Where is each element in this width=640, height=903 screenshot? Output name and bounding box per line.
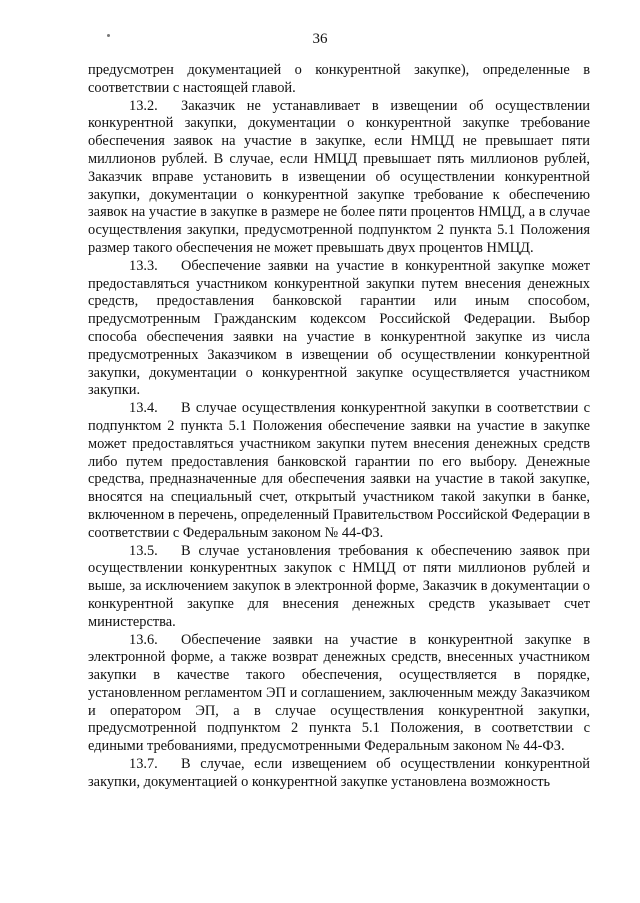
paragraph-13-4	[88, 400, 590, 542]
paragraph-text: Обеспечение заявки на участие в конкурентной закупке в электронной форме, а также возврат денежных средств, внесенных участником закупки в качестве такого обеспечения, осуществляется в порядке, установленном регламентом ЭП и соглашением, заключенным между Заказчиком и оператором ЭП, а в случае осуществления конкурентной закупки, предусмотренной подпунктом 2 пункта 5.1 Положения, в соответствии с едиными требованиями, предусмотренными Федеральным законом № 44-ФЗ.	[88, 631, 590, 755]
paragraph-13-7	[88, 756, 590, 792]
paragraph-text: Обеспечение заявки на участие в конкурентной закупке может предоставляться участником конкурентной закупки путем внесения денежных средств, предоставления банковской гарантии или иным способом, предусмотренным Гражданским кодексом Российской Федерации. Выбор способа обеспечения заявки на участие в конкурентной закупке из числа предусмотренных Заказчиком в извещении об осуществлении конкурентной закупки, документации о конкурентной закупке осуществляется участником закупки.	[88, 257, 590, 399]
paragraph-13-6	[88, 632, 590, 757]
paragraph-text: предусмотрен документацией о конкурентной закупке), определенные в соответствии с настоящей главой.	[88, 62, 590, 96]
document-body	[88, 62, 590, 792]
paragraph-text: В случае, если извещением об осуществлении конкурентной закупки, документацией о конкурентной закупке установлена возможность	[88, 756, 590, 790]
paragraph-number: 13.2.	[129, 97, 158, 114]
page-number: 36	[312, 31, 328, 47]
paragraph-text: В случае осуществления конкурентной закупки в соответствии с подпунктом 2 пункта 5.1 Положения обеспечение заявки на участие в закупке может предоставляться участником закупки путем внесения денежных средств либо путем предоставления банковской гарантии по его выбору. Денежные средства, предназначенные для обеспечения заявки на участие в такой закупке, вносятся на специальный счет, открытый участником такой закупки в банке, включенном в перечень, определенный Правительством Российской Федерации в соответствии с Федеральным законом № 44-ФЗ.	[88, 400, 590, 541]
paragraph-number: 13.7.	[129, 756, 158, 773]
paragraph-13-3	[88, 258, 590, 400]
paragraph-number: 13.3.	[129, 257, 158, 274]
paragraph-text: В случае установления требования к обеспечению заявок при осуществлении конкурентных закупок с НМЦД от пяти миллионов рублей и выше, за исключением закупок в электронной форме, Заказчик в документации о конкурентной закупке для внесения денежных средств указывает счет министерства.	[88, 542, 590, 630]
paragraph-number: 13.6.	[129, 631, 158, 648]
paragraph-13-2	[88, 98, 590, 258]
paragraph-continuation	[88, 62, 590, 98]
paragraph-number: 13.4.	[129, 400, 158, 417]
paragraph-text: Заказчик не устанавливает в извещении об осуществлении конкурентной закупки, документации о конкурентной закупке требование обеспечения заявок на участие в закупке, если НМЦД не превышает пяти миллионов рублей. В случае, если НМЦД превышает пять миллионов рублей, Заказчик вправе установить в извещении об осуществлении конкурентной закупки, документации о конкурентной закупке требование к обеспечению заявок на участие в закупке в размере не более пяти процентов НМЦД, а в случае осуществления закупки, предусмотренной подпунктом 2 пункта 5.1 Положения размер такого обеспечения не может превышать двух процентов НМЦД.	[88, 97, 590, 256]
paragraph-number: 13.5.	[129, 542, 158, 559]
paragraph-13-5	[88, 543, 590, 632]
